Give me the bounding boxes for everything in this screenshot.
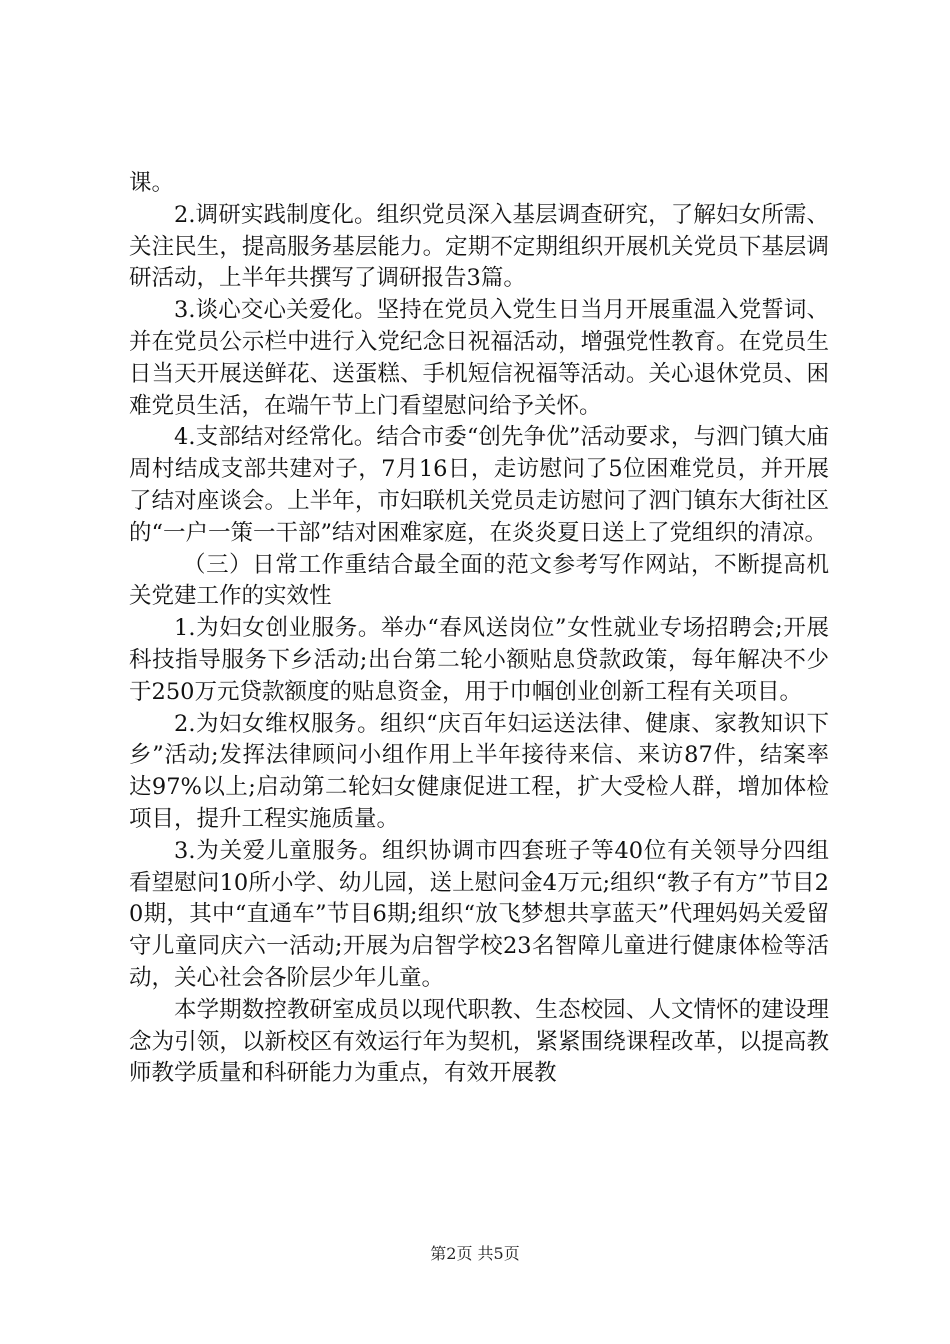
paragraph-heart-to-heart: 3.谈心交心关爱化。坚持在党员入党生日当月开展重温入党誓词、并在党员公示栏中进行入党纪念日祝福活动，增强党性教育。在党员生日当天开展送鲜花、送蛋糕、手机短信祝福等活动。关心退休党员、困难党员生活，在端午节上门看望慰问给予关怀。: [129, 297, 829, 419]
paragraph-branch-pairing: 4.支部结对经常化。结合市委“创先争优”活动要求，与泗门镇大庙周村结成支部共建对子，7月16日，走访慰问了5位困难党员，并开展了结对座谈会。上半年，市妇联机关党员走访慰问了泗门镇东大街社区的“一户一策一干部”结对困难家庭，在炎炎夏日送上了党组织的清凉。: [129, 424, 829, 546]
paragraph-children-care: 3.为关爱儿童服务。组织协调市四套班子等40位有关领导分四组看望慰问10所小学、幼儿园，送上慰问金4万元;组织“教子有方”节目20期，其中“直通车”节目6期;组织“放飞梦想共享蓝天”代理妈妈关爱留守儿童同庆六一活动;开展为启智学校23名智障儿童进行健康体检等活动，关心社会各阶层少年儿童。: [129, 837, 829, 991]
document-body: [129, 168, 829, 1090]
section-heading: （三）日常工作重结合最全面的范文参考写作网站，不断提高机关党建工作的实效性: [129, 551, 829, 610]
paragraph-women-rights: 2.为妇女维权服务。组织“庆百年妇运送法律、健康、家教知识下乡”活动;发挥法律顾问小组作用上半年接待来信、来访87件，结案率达97%以上;启动第二轮妇女健康促进工程，扩大受检人群，增加体检项目，提升工程实施质量。: [129, 710, 829, 832]
page-number-footer: 第2页 共5页: [430, 1244, 520, 1263]
paragraph-women-entrepreneurship: 1.为妇女创业服务。举办“春风送岗位”女性就业专场招聘会;开展科技指导服务下乡活动;出台第二轮小额贴息贷款政策，每年解决不少于250万元贷款额度的贴息资金，用于巾帼创业创新工程有关项目。: [129, 615, 829, 705]
paragraph-cnc-teaching: 本学期数控教研室成员以现代职教、生态校园、人文情怀的建设理念为引领，以新校区有效运行年为契机，紧紧围绕课程改革，以提高教师教学质量和科研能力为重点，有效开展教: [129, 996, 829, 1087]
paragraph-continuation: 课。: [129, 170, 175, 196]
paragraph-research-practice: 2.调研实践制度化。组织党员深入基层调查研究，了解妇女所需、关注民生，提高服务基层能力。定期不定期组织开展机关党员下基层调研活动，上半年共撰写了调研报告3篇。: [129, 201, 829, 292]
